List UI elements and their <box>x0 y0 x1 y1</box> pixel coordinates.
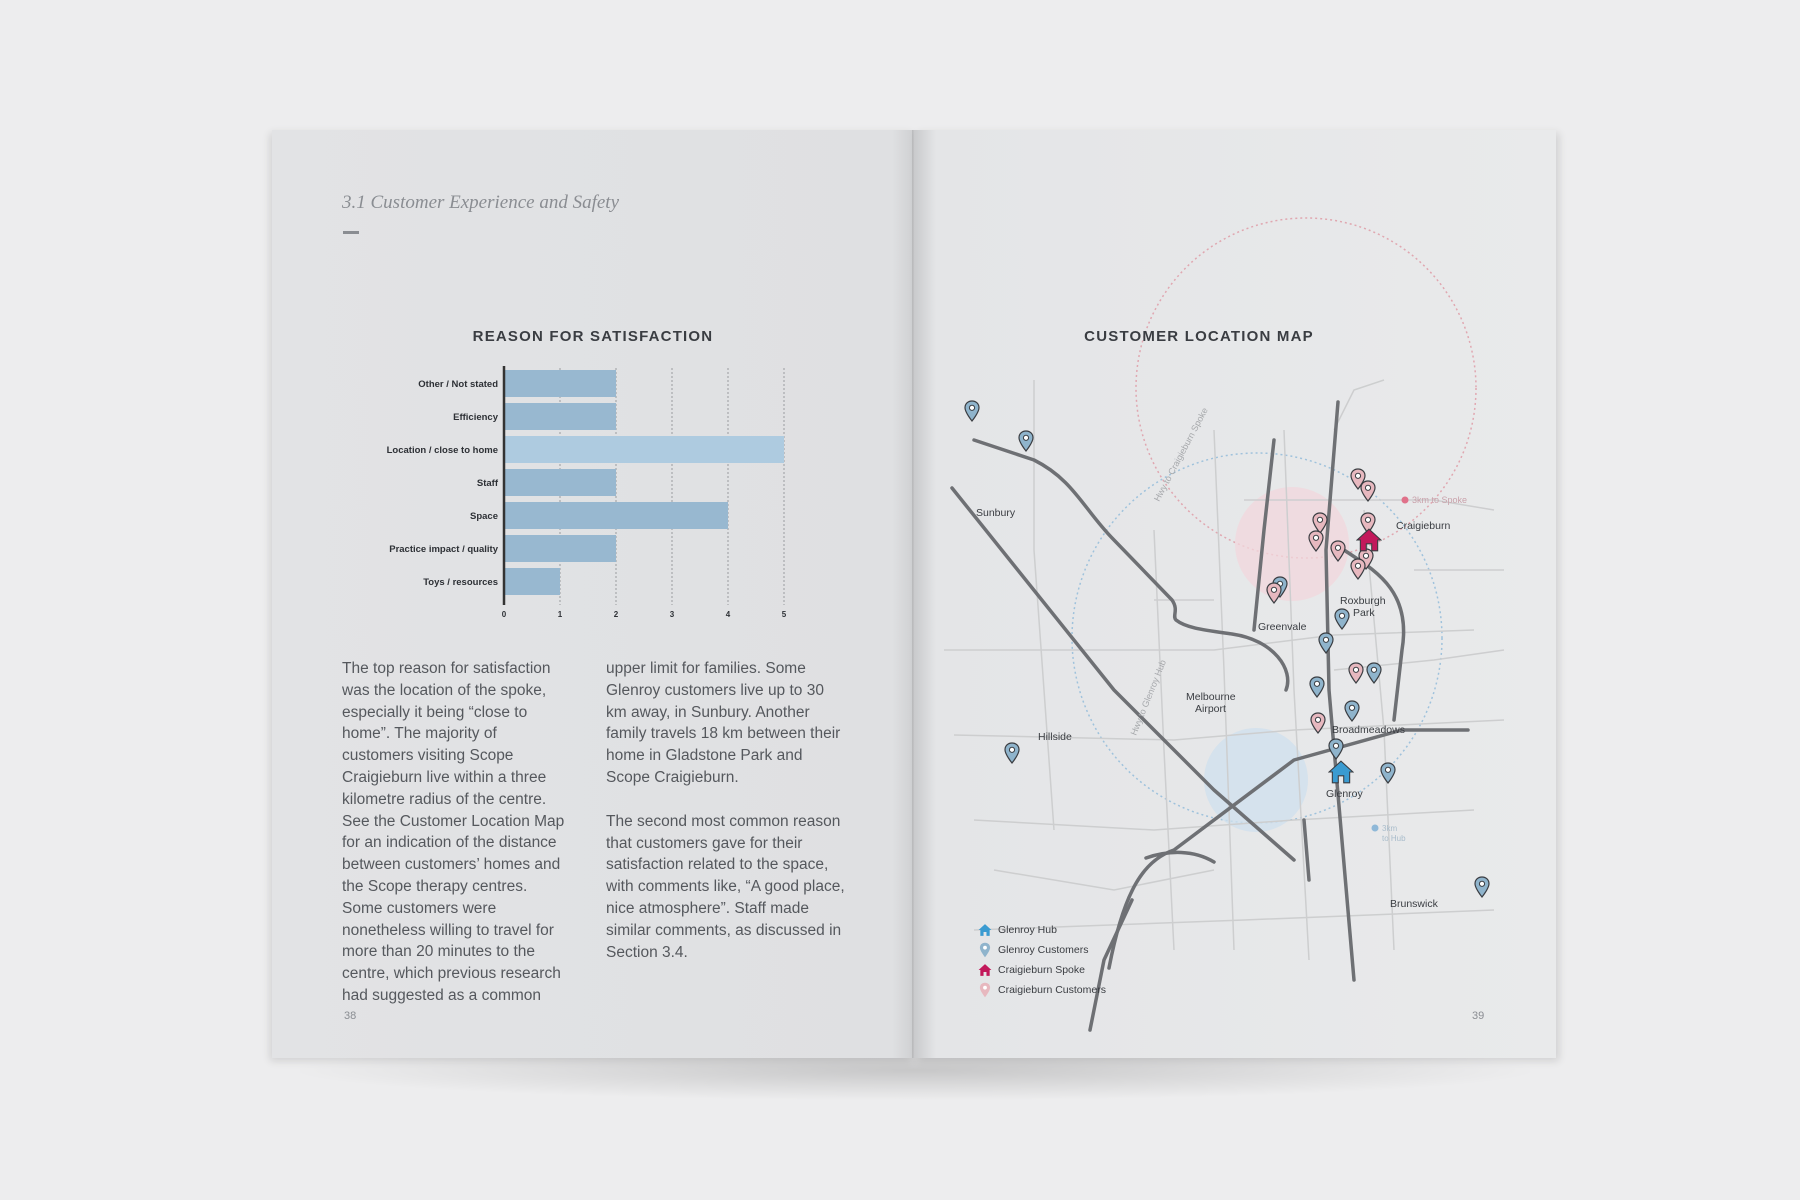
body-paragraph: upper limit for families. Some Glenroy customers live up to 30 km away, in Sunbury. Another family travels 18 km between their home in Gladstone Park and Scope Craigieburn. <box>606 660 841 786</box>
glenroy-customer-pin-icon <box>1329 739 1343 759</box>
legend-item <box>978 920 1106 940</box>
category-label: Practice impact / quality <box>389 544 498 555</box>
legend-item <box>978 980 1106 1000</box>
craigieburn-customer-pin-icon <box>1311 713 1325 733</box>
customer-location-map <box>914 130 1556 1058</box>
place-label: Melbourne <box>1186 691 1236 703</box>
legend-item <box>978 940 1106 960</box>
craigieburn-spoke-icon <box>1357 529 1381 551</box>
body-paragraph: The top reason for satisfaction was the location of the spoke, especially it being “close to home”. The majority of customers visiting Scope Craigieburn live within a three kilometre radius of the centre. See the Customer Location Map for an indication of the distance between customers’ homes and the Scope therapy centres. Some customers were nonetheless willing to travel for more than 20 minutes to the centre, which previous research had suggested as a common <box>342 660 565 1004</box>
bar <box>504 535 616 562</box>
body-column-1 <box>342 658 572 1029</box>
body-column-2 <box>606 658 846 985</box>
place-label: Sunbury <box>976 507 1016 519</box>
tick-label: 2 <box>613 610 619 619</box>
map-legend <box>978 920 1106 1000</box>
bar <box>504 568 560 595</box>
place-label: Craigieburn <box>1396 520 1451 532</box>
road-note: Hwy to Craigieburn Spoke <box>1151 405 1210 503</box>
glenroy-customer-pin-icon <box>965 401 979 421</box>
craigieburn-customer-pin-icon <box>1361 481 1375 501</box>
road-note: Hwy to Glenroy Hub <box>1128 658 1169 737</box>
place-label: Broadmeadows <box>1332 724 1405 736</box>
legend-item <box>978 960 1106 980</box>
glenroy-customer-pin-icon <box>1335 609 1349 629</box>
place-label: Brunswick <box>1390 898 1438 910</box>
place-label: Glenroy <box>1326 788 1363 800</box>
tick-label: 1 <box>557 610 563 619</box>
bar <box>504 370 616 397</box>
tick-label: 0 <box>501 610 507 619</box>
craigieburn-customer-pin-icon <box>1351 559 1365 579</box>
place-label: Roxburgh <box>1340 595 1386 607</box>
glenroy-customer-pin-icon <box>1310 677 1324 697</box>
minor-roads <box>944 380 1504 960</box>
glenroy-customer-pin-icon <box>1019 431 1033 451</box>
hub-radius-note: 3km <box>1382 824 1398 833</box>
spoke-radius-marker <box>1402 497 1409 504</box>
tick-label: 3 <box>669 610 675 619</box>
glenroy-hub-icon <box>1329 761 1353 783</box>
glenroy-customer-pin-icon <box>1475 877 1489 897</box>
glenroy-customer-pin-icon <box>1345 701 1359 721</box>
map-title: CUSTOMER LOCATION MAP <box>1084 328 1314 345</box>
craigieburn-customer-pin-icon <box>1349 663 1363 683</box>
right-page <box>914 130 1556 1058</box>
glenroy-customer-pin-icon <box>1381 763 1395 783</box>
category-label: Toys / resources <box>423 577 498 588</box>
glenroy-customer-pin-icon <box>978 942 992 958</box>
tick-label: 4 <box>725 610 731 619</box>
bar <box>504 502 728 529</box>
section-title: 3.1 Customer Experience and Safety <box>342 192 620 213</box>
legend-label: Glenroy Hub <box>998 924 1057 936</box>
satisfaction-bar-chart <box>272 352 914 652</box>
page-number: 38 <box>344 1010 357 1022</box>
place-label: Park <box>1353 607 1375 619</box>
craigieburn-spoke-icon <box>978 963 992 977</box>
bar <box>504 403 616 430</box>
glenroy-hub-icon <box>978 923 992 937</box>
category-label: Efficiency <box>453 412 498 423</box>
page-number: 39 <box>1472 1010 1485 1022</box>
category-label: Other / Not stated <box>418 379 498 390</box>
glenroy-customer-pin-icon <box>1319 633 1333 653</box>
craigieburn-customer-pin-icon <box>978 982 992 998</box>
left-page <box>272 130 914 1058</box>
place-label: Greenvale <box>1258 621 1307 633</box>
place-label: Hillside <box>1038 731 1072 743</box>
legend-label: Glenroy Customers <box>998 944 1089 956</box>
category-label: Staff <box>476 478 498 489</box>
glenroy-customer-pin-icon <box>1005 743 1019 763</box>
bar <box>504 436 784 463</box>
tick-label: 5 <box>781 610 787 619</box>
craigieburn-customer-pin-icon <box>1267 583 1281 603</box>
legend-label: Craigieburn Spoke <box>998 964 1085 976</box>
chart-title: REASON FOR SATISFACTION <box>472 328 714 345</box>
hub-radius-note: to Hub <box>1382 834 1406 843</box>
spoke-radius-note: 3km to Spoke <box>1412 495 1468 505</box>
legend-label: Craigieburn Customers <box>998 984 1106 996</box>
body-paragraph: The second most common reason that customers gave for their satisfaction related to the space, with comments like, “A good place, nice atmosphere”. Staff made similar comments, as discussed in Section 3.4. <box>606 812 845 961</box>
hub-radius-marker <box>1372 825 1379 832</box>
title-dash <box>343 231 359 234</box>
category-label: Location / close to home <box>386 445 498 456</box>
category-label: Space <box>470 511 498 522</box>
place-label: Airport <box>1195 703 1226 715</box>
bar <box>504 469 616 496</box>
